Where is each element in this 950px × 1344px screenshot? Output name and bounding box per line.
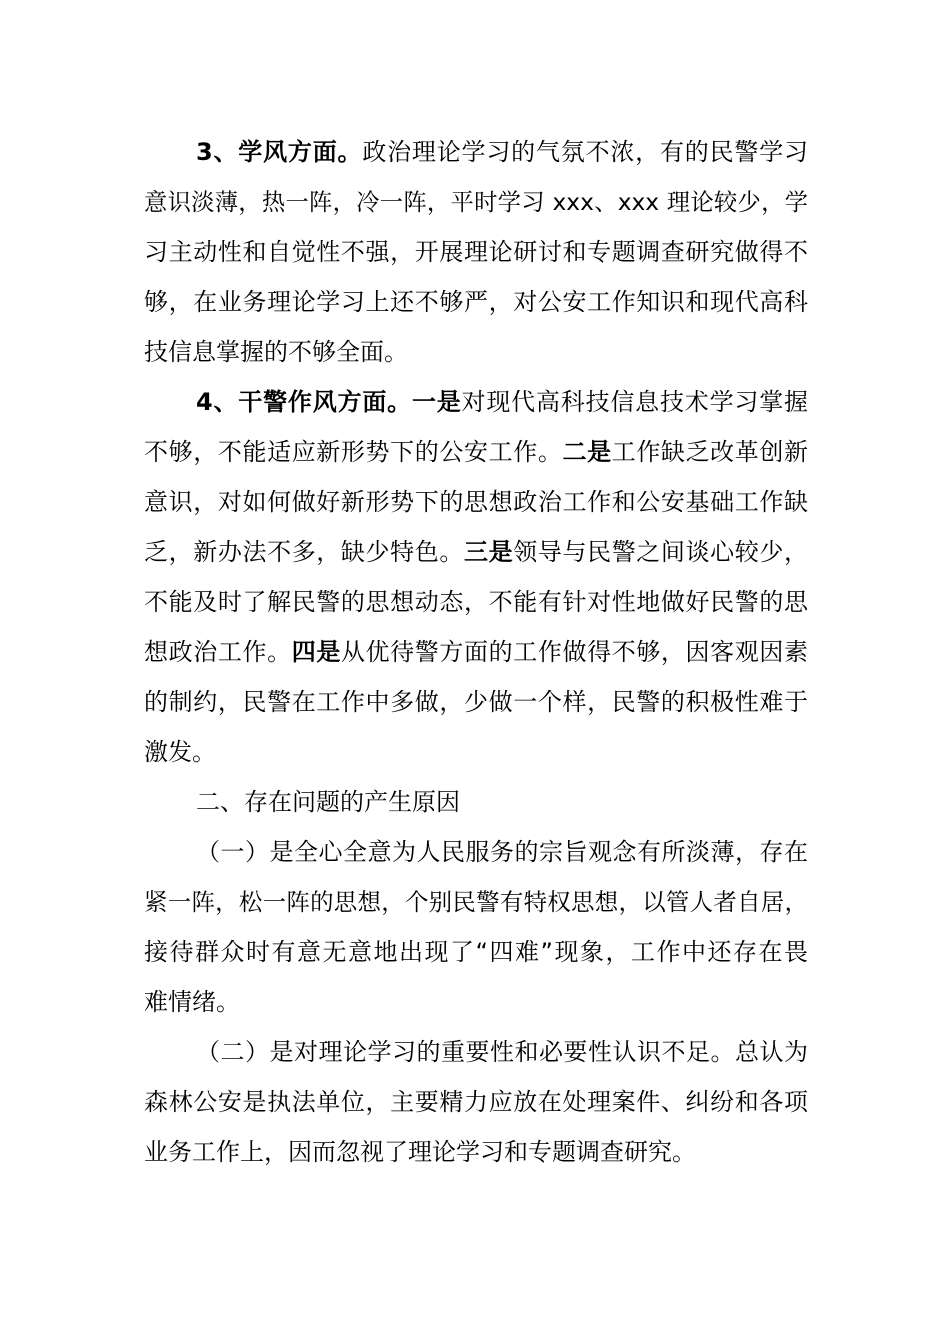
marker-second: 二是 [562, 438, 612, 466]
paragraph-4-line-1: （二）是对理论学习的重要性和必要性认识不足。总认为 [196, 1038, 808, 1066]
heading-work-style: 4、干警作风方面。 [196, 388, 412, 416]
paragraph-2-line-5: 不能及时了解民警的思想动态，不能有针对性地做好民警的思 [144, 588, 808, 616]
paragraph-1-line-2: 意识淡薄，热一阵，冷一阵，平时学习 xxx、xxx 理论较少，学 [144, 188, 808, 216]
paragraph-2-line-1: 4、干警作风方面。一是对现代高科技信息技术学习掌握 [196, 388, 808, 416]
paragraph-2-line-3: 意识，对如何做好新形势下的思想政治工作和公安基础工作缺 [144, 488, 808, 516]
paragraph-1-line-1: 3、学风方面。政治理论学习的气氛不浓，有的民警学习 [196, 138, 808, 166]
marker-first: 一是 [411, 388, 462, 416]
marker-fourth: 四是 [291, 638, 341, 666]
marker-third: 三是 [464, 538, 514, 566]
paragraph-2-line-2: 不够，不能适应新形势下的公安工作。二是工作缺乏改革创新 [144, 438, 809, 466]
paragraph-1-line-3: 习主动性和自觉性不强，开展理论研讨和专题调查研究做得不 [144, 238, 808, 266]
paragraph-2-line-7: 的制约，民警在工作中多做，少做一个样，民警的积极性难于 [144, 688, 808, 716]
paragraph-1-line-4: 够，在业务理论学习上还不够严，对公安工作知识和现代高科 [144, 288, 808, 316]
paragraph-3-line-3: 接待群众时有意无意地出现了“四难”现象，工作中还存在畏 [144, 938, 808, 966]
paragraph-2-line-6: 想政治工作。四是从优待警方面的工作做得不够，因客观因素 [144, 638, 809, 666]
paragraph-3-line-2: 紧一阵，松一阵的思想，个别民警有特权思想，以管人者自居， [144, 888, 808, 916]
paragraph-1-line-5: 技信息掌握的不够全面。 [144, 338, 408, 366]
paragraph-3-line-4: 难情绪。 [144, 988, 240, 1016]
paragraph-2-line-4: 乏，新办法不多，缺少特色。三是领导与民警之间谈心较少， [144, 538, 809, 566]
paragraph-4-line-3: 业务工作上，因而忽视了理论学习和专题调查研究。 [144, 1138, 696, 1166]
paragraph-2-line-8: 激发。 [144, 738, 216, 766]
section-2-title: 二、存在问题的产生原因 [196, 788, 460, 816]
paragraph-3-line-1: （一）是全心全意为人民服务的宗旨观念有所淡薄，存在 [196, 838, 808, 866]
paragraph-4-line-2: 森林公安是执法单位，主要精力应放在处理案件、纠纷和各项 [144, 1088, 808, 1116]
heading-study-style: 3、学风方面。 [196, 138, 363, 166]
